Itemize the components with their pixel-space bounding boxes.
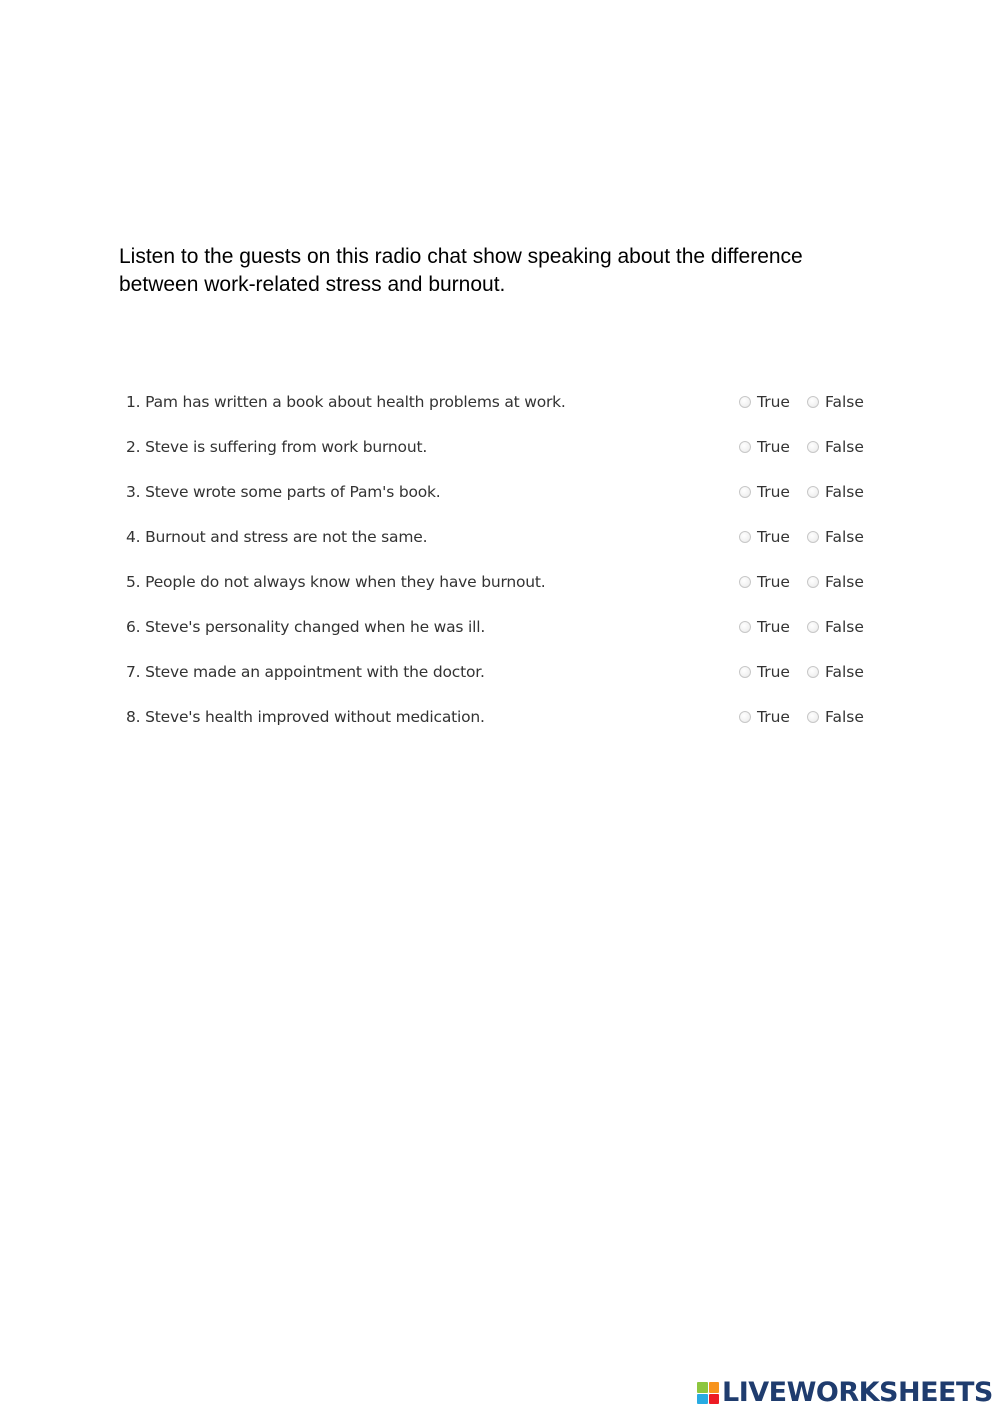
radio-icon[interactable] — [739, 621, 751, 633]
true-label: True — [757, 663, 790, 681]
true-label: True — [757, 573, 790, 591]
question-1-false-option[interactable] — [807, 393, 864, 411]
question-2-false-option[interactable] — [807, 438, 864, 456]
radio-icon[interactable] — [739, 576, 751, 588]
false-label: False — [825, 393, 864, 411]
question-row — [126, 660, 871, 705]
question-text: 4. Burnout and stress are not the same. — [126, 528, 428, 546]
question-text: 7. Steve made an appointment with the doctor. — [126, 663, 485, 681]
question-8-true-option[interactable] — [739, 708, 790, 726]
question-row — [126, 570, 871, 615]
question-1-true-option[interactable] — [739, 393, 790, 411]
radio-icon[interactable] — [739, 396, 751, 408]
question-text: 5. People do not always know when they have burnout. — [126, 573, 546, 591]
question-text: 3. Steve wrote some parts of Pam's book. — [126, 483, 441, 501]
radio-icon[interactable] — [807, 666, 819, 678]
question-text: 6. Steve's personality changed when he was ill. — [126, 618, 486, 636]
question-row — [126, 435, 871, 480]
question-row — [126, 480, 871, 525]
true-label: True — [757, 483, 790, 501]
question-row — [126, 705, 871, 750]
question-text: 8. Steve's health improved without medication. — [126, 708, 485, 726]
false-label: False — [825, 663, 864, 681]
true-label: True — [757, 708, 790, 726]
logo-square-green — [697, 1382, 708, 1393]
question-3-true-option[interactable] — [739, 483, 790, 501]
false-label: False — [825, 708, 864, 726]
question-7-false-option[interactable] — [807, 663, 864, 681]
question-4-true-option[interactable] — [739, 528, 790, 546]
logo-square-red — [709, 1394, 720, 1405]
question-row — [126, 615, 871, 660]
true-false-question-list — [126, 390, 871, 750]
question-2-true-option[interactable] — [739, 438, 790, 456]
question-6-true-option[interactable] — [739, 618, 790, 636]
true-label: True — [757, 438, 790, 456]
question-5-false-option[interactable] — [807, 573, 864, 591]
instructions-text: Listen to the guests on this radio chat show speaking about the difference between work-related stress and burnout. — [119, 245, 803, 296]
radio-icon[interactable] — [739, 711, 751, 723]
question-7-true-option[interactable] — [739, 663, 790, 681]
false-label: False — [825, 618, 864, 636]
logo-square-blue — [697, 1394, 708, 1405]
question-row — [126, 390, 871, 435]
radio-icon[interactable] — [807, 621, 819, 633]
question-text: 1. Pam has written a book about health problems at work. — [126, 393, 566, 411]
question-6-false-option[interactable] — [807, 618, 864, 636]
radio-icon[interactable] — [807, 531, 819, 543]
question-5-true-option[interactable] — [739, 573, 790, 591]
question-4-false-option[interactable] — [807, 528, 864, 546]
radio-icon[interactable] — [739, 486, 751, 498]
radio-icon[interactable] — [739, 441, 751, 453]
radio-icon[interactable] — [807, 576, 819, 588]
question-row — [126, 525, 871, 570]
question-3-false-option[interactable] — [807, 483, 864, 501]
false-label: False — [825, 573, 864, 591]
true-label: True — [757, 618, 790, 636]
false-label: False — [825, 483, 864, 501]
radio-icon[interactable] — [807, 486, 819, 498]
question-8-false-option[interactable] — [807, 708, 864, 726]
radio-icon[interactable] — [807, 711, 819, 723]
brand-name: LIVEWORKSHEETS — [722, 1377, 993, 1408]
logo-square-orange — [709, 1382, 720, 1393]
radio-icon[interactable] — [807, 441, 819, 453]
liveworksheets-brand — [697, 1378, 993, 1408]
liveworksheets-logo-icon — [697, 1382, 719, 1404]
true-label: True — [757, 393, 790, 411]
radio-icon[interactable] — [807, 396, 819, 408]
true-label: True — [757, 528, 790, 546]
radio-icon[interactable] — [739, 531, 751, 543]
radio-icon[interactable] — [739, 666, 751, 678]
question-text: 2. Steve is suffering from work burnout. — [126, 438, 428, 456]
false-label: False — [825, 438, 864, 456]
false-label: False — [825, 528, 864, 546]
